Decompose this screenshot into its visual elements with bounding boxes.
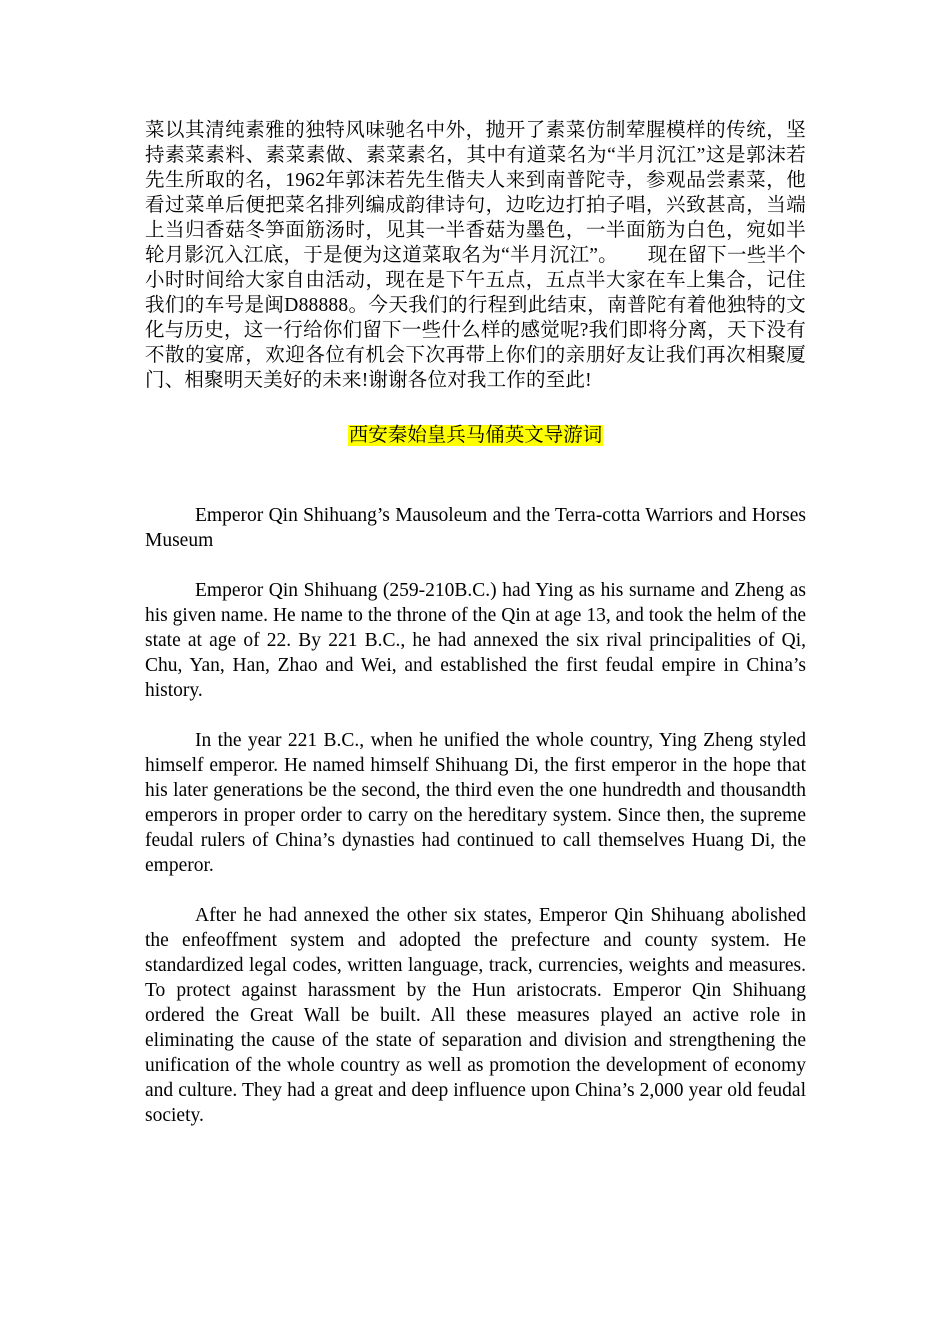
section-title-wrap xyxy=(145,423,806,448)
english-heading: Emperor Qin Shihuang’s Mausoleum and the Terra-cotta Warriors and Horses Museum xyxy=(145,505,806,551)
chinese-paragraph: 菜以其清纯素雅的独特风味驰名中外，抛开了素菜仿制荤腥模样的传统，坚持素菜素料、素菜素做、素菜素名，其中有道菜名为“半月沉江”这是郭沫若先生所取的名，1962年郭沫若先生偕夫人来到南普陀寺，参观品尝素菜，他看过菜单后便把菜名排列编成韵律诗句，边吃边打拍子唱，兴致甚高，当端上当归香菇冬笋面筋汤时，见其一半香菇为墨色，一半面筋为白色，宛如半轮月影沉入江底，于是便为这道菜取名为“半月沉江”。 现在留下一些半个小时时间给大家自由活动，现在是下午五点，五点半大家在车上集合，记住我们的车号是闽D88888。今天我们的行程到此结束，南普陀有着他独特的文化与历史，这一行给你们留下一些什么样的感觉呢?我们即将分离，天下没有不散的宴席，欢迎各位有机会下次再带上你们的亲朋好友让我们再次相聚厦门、相聚明天美好的未来!谢谢各位对我工作的至此! xyxy=(145,120,806,391)
section-title: 西安秦始皇兵马俑英文导游词 xyxy=(348,425,603,446)
document-page xyxy=(145,118,806,1128)
english-paragraph: Emperor Qin Shihuang (259-210B.C.) had Ying as his surname and Zheng as his given name. He name to the throne of the Qin at age 13, and took the helm of the state at age of 22. By 221 B.C., he had annexed the six rival principalities of Qi, Chu, Yan, Han, Zhao and Wei, and established the first feudal empire in China’s history. xyxy=(145,580,806,701)
english-paragraph: In the year 221 B.C., when he unified the whole country, Ying Zheng styled himself emperor. He named himself Shihuang Di, the first emperor in the hope that his later generations be the second, the third even the one hundredth and thousandth emperors in proper order to carry on the hereditary system. Since then, the supreme feudal rulers of China’s dynasties had continued to call themselves Huang Di, the emperor. xyxy=(145,730,806,876)
english-paragraph: After he had annexed the other six states, Emperor Qin Shihuang abolished the enfeoffment system and adopted the prefecture and county system. He standardized legal codes, written language, track, currencies, weights and measures. To protect against harassment by the Hun aristocrats. Emperor Qin Shihuang ordered the Great Wall be built. All these measures played an active role in eliminating the cause of the state of separation and division and strengthening the unification of the whole country as well as promotion the development of economy and culture. They had a great and deep influence upon China’s 2,000 year old feudal society. xyxy=(145,905,806,1126)
